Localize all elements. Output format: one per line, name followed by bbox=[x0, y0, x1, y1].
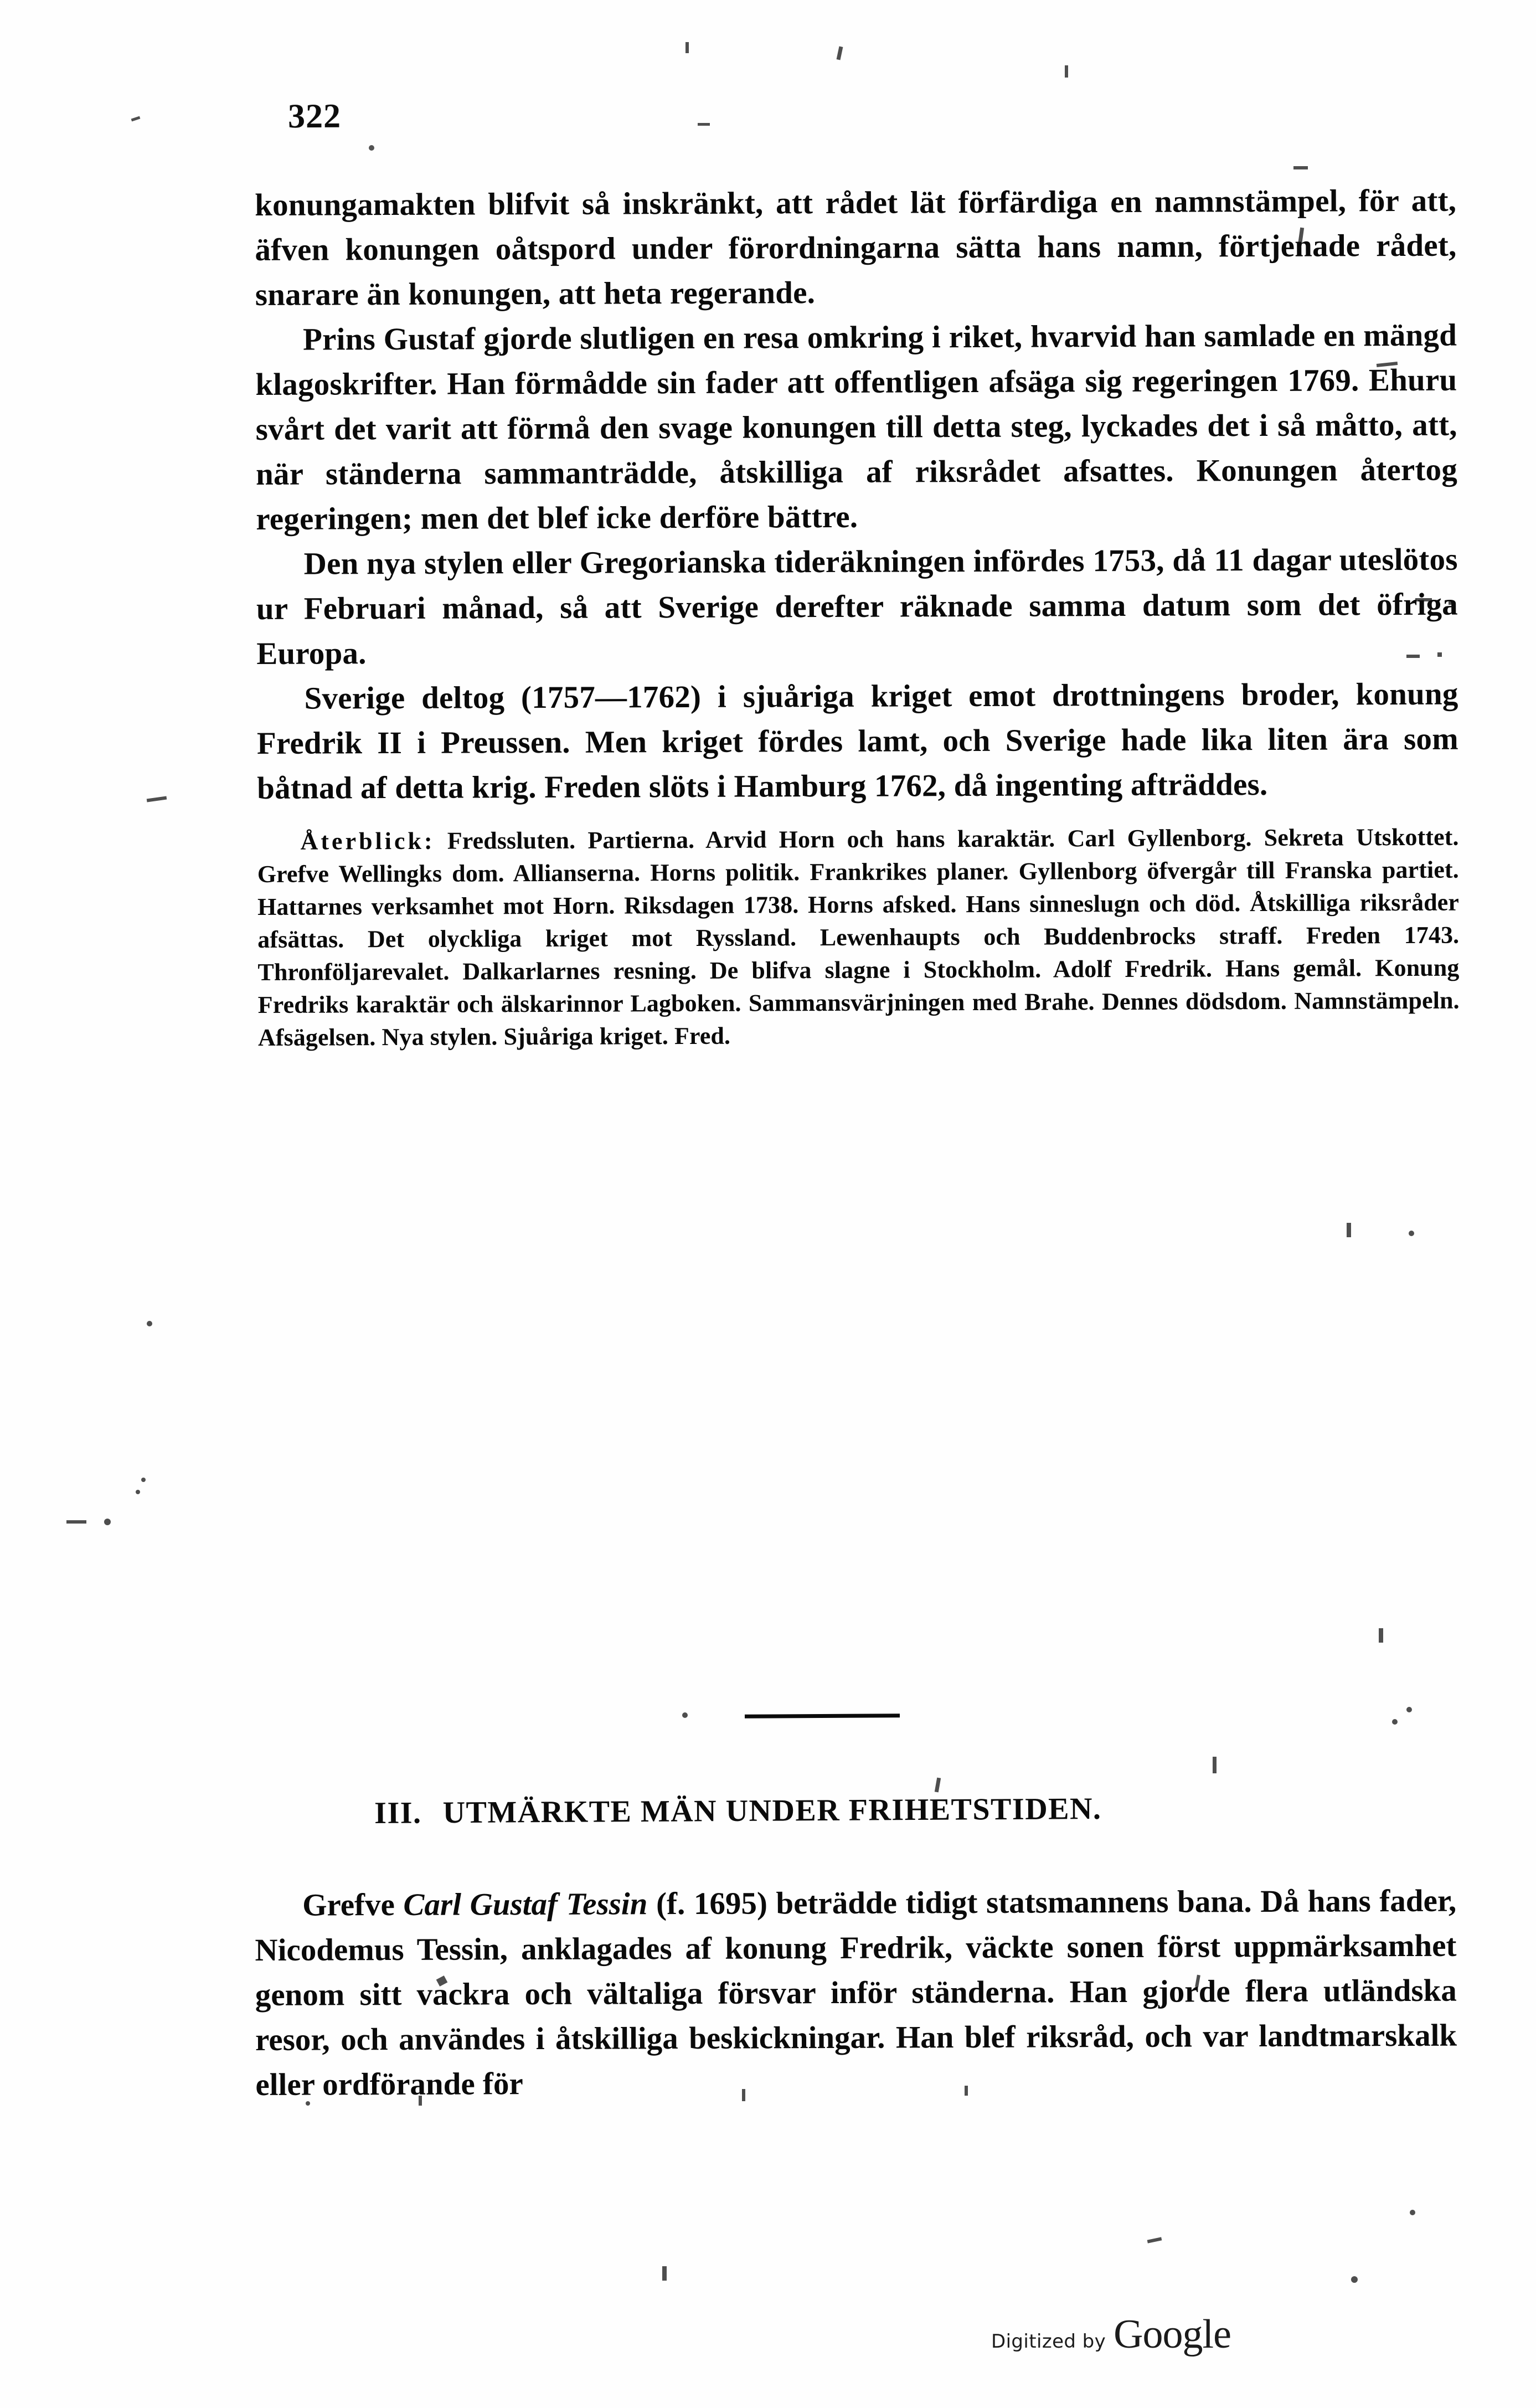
paragraph-1: konungamakten blifvit så inskränkt, att rådet lät förfärdiga en namnstämpel, för att, äfven konungen oåtspord under förordningarna sätta hans namn, förtjenade rådet, snarare än konungen, att heta regerande. bbox=[255, 183, 1457, 312]
scan-speck bbox=[1392, 1719, 1398, 1725]
paragraph-3: Den nya stylen eller Gregorianska tideräkningen infördes 1753, då 11 dagar uteslötos ur Februari månad, så att Sverige derefter räknade samma datum som det öfriga Europa. bbox=[256, 542, 1458, 671]
recap-entries: Fredssluten. Partierna. Arvid Horn och hans karaktär. Carl Gyllenborg. Sekreta Utskottet. Grefve Wellingks dom. Allianserna. Horns politik. Frankrikes planer. Gyllenborg öfvergår till Franska partiet. Hattarnes verksamhet mot Horn. Riksdagen 1738. Horns afsked. Hans sinneslugn och död. Åtskilliga riksråder afsättas. Det olyckliga kriget mot Ryssland. Lewenhaupts och Buddenbrocks straff. Freden 1743. Thronföljarevalet. Dalkarlarnes resning. De blifva slagne i Stockholm. Adolf Fredrik. Hans gemål. Konung Fredriks karaktär och älskarinnor Lagboken. Sammansvärjningen med Brahe. Dennes dödsdom. Namnstämpeln. Afsägelsen. Nya stylen. Sjuåriga kriget. Fred. bbox=[257, 823, 1460, 1051]
section-numeral: III. bbox=[374, 1795, 422, 1830]
scan-speck bbox=[1351, 2276, 1358, 2283]
paragraph-tessin bbox=[255, 1879, 1457, 2107]
scan-speck bbox=[1213, 1757, 1217, 1773]
scan-speck bbox=[1065, 65, 1068, 78]
recap-label: Återblick: bbox=[300, 827, 435, 855]
paragraph-2: Prins Gustaf gjorde slutligen en resa omkring i riket, hvarvid han samlade en mängd klagoskrifter. Han förmådde sin fader att offentligen afsäga sig regeringen 1769. Ehuru svårt det varit att förmå den svage konungen till detta steg, lyckades det i så måtto, att, när ständerna sammanträdde, åtskilliga af riksrådet afsattes. Konungen återtog regeringen; men det blef icke derföre bättre. bbox=[255, 317, 1458, 537]
scan-speck bbox=[1147, 2237, 1162, 2243]
section-heading bbox=[374, 1791, 1102, 1831]
scan-speck bbox=[104, 1519, 111, 1525]
scan-speck bbox=[1379, 1628, 1383, 1643]
scan-speck bbox=[66, 1520, 86, 1524]
scan-speck bbox=[136, 1490, 140, 1494]
recap-block bbox=[257, 821, 1460, 1054]
scan-speck bbox=[935, 1778, 941, 1793]
page-number: 322 bbox=[287, 97, 342, 136]
scan-speck bbox=[1293, 166, 1308, 169]
scan-speck bbox=[685, 42, 689, 53]
person-name-tessin: Carl Gustaf Tessin bbox=[403, 1886, 648, 1922]
scan-speck bbox=[141, 1478, 146, 1482]
scan-speck bbox=[682, 1712, 688, 1718]
scan-speck bbox=[837, 47, 843, 60]
scan-speck bbox=[1409, 1231, 1414, 1236]
scan-speck bbox=[147, 796, 167, 802]
text-column bbox=[255, 178, 1460, 1054]
digitized-by-label: Digitized by bbox=[991, 2330, 1106, 2353]
scan-speck bbox=[131, 116, 141, 122]
closing-prefix: Grefve bbox=[302, 1887, 404, 1923]
paragraph-4: Sverige deltog (1757—1762) i sjuåriga kriget emot drottningens broder, konung Fredrik II i Preussen. Men kriget fördes lamt, och Sverige hade lika liten ära som båtnad af detta krig. Freden slöts i Hamburg 1762, då ingenting afträddes. bbox=[256, 676, 1458, 806]
closing-rest: (f. 1695) beträdde tidigt statsmannens bana. Då hans fader, Nicodemus Tessin, anklagades af konung Fredrik, väckte sonen först uppmärksamhet genom sitt vackra och vältaliga försvar inför ständerna. Han gjorde flera utländska resor, och användes i åtskilliga beskickningar. Han blef riksråd, och var landtmarskalk eller ordförande för bbox=[255, 1883, 1457, 2102]
digitization-watermark bbox=[991, 2314, 1231, 2355]
google-wordmark: Google bbox=[1114, 2312, 1231, 2357]
scan-speck bbox=[369, 145, 374, 151]
scan-speck bbox=[698, 123, 710, 126]
scan-speck bbox=[1410, 2210, 1415, 2215]
closing-block bbox=[255, 1879, 1457, 2107]
section-title: UTMÄRKTE MÄN UNDER FRIHETSTIDEN. bbox=[442, 1791, 1102, 1830]
scan-speck bbox=[662, 2266, 667, 2281]
scan-speck bbox=[1347, 1223, 1351, 1237]
scan-speck bbox=[147, 1321, 152, 1326]
scan-speck bbox=[1406, 1707, 1412, 1712]
section-divider bbox=[745, 1714, 900, 1718]
